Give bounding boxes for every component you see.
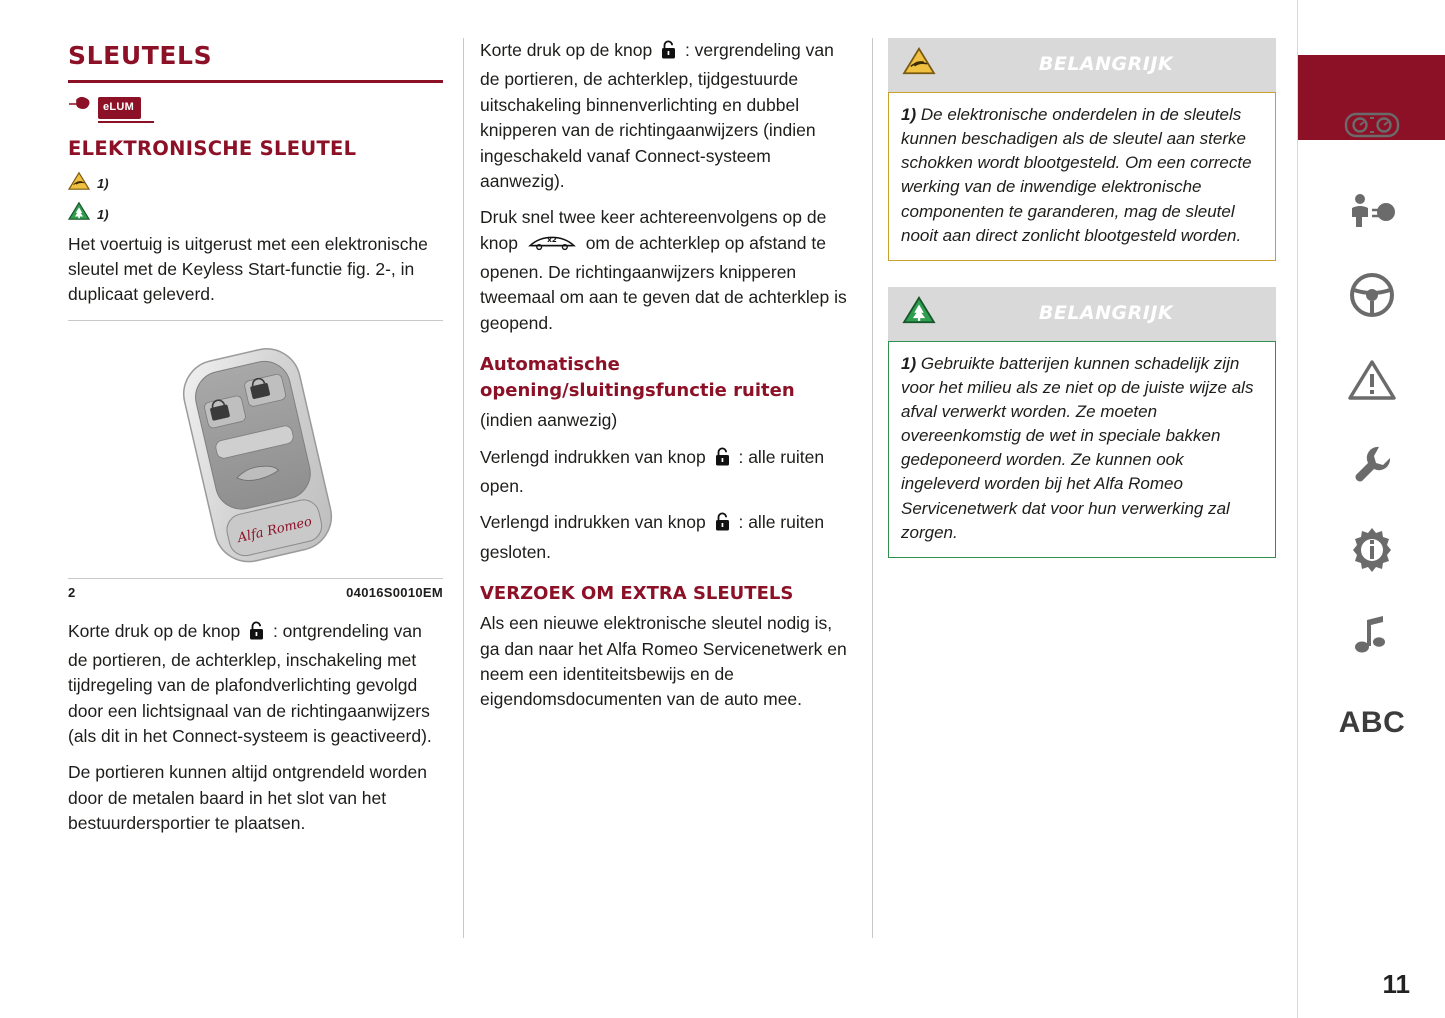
column-divider-2 [872,38,873,938]
page-title: SLEUTELS [68,41,213,70]
section-rail [1297,0,1445,1018]
figure-block [68,320,443,603]
dashboard-icon [1343,108,1401,147]
rail-item-car[interactable] [1298,0,1445,85]
column-three [888,38,1276,584]
important-box-2-text: Gebruikte batterijen kunnen schadelijk zijn voor het milieu als ze niet op de juiste wijze als afval verwerkt worden. Ze moeten overeenkomstig de wet in speciale bakken gedeponeerd worden. Ze kunnen ook ingeleverd worden bij het Alfa Romeo Servicenetwerk dat voor hun verwerking zal zorgen. [901,353,1254,542]
paragraph-metal-blade: De portieren kunnen altijd ontgrendeld worden door de metalen baard in het slot van het bestuurdersportier te plaatsen. [68,762,427,834]
windows-close-text-b: : alle ruiten gesloten. [480,512,825,562]
important-label: BELANGRIJK [1038,301,1174,324]
footnote-ref: 1) [97,176,109,192]
column-two [480,38,855,724]
airbag-safety-icon [1346,190,1398,235]
important-box-1 [888,38,1276,261]
short-press-unlock-text-b: : ontgrendeling van de portieren, de achterklep, inschakeling met tijdregeling van de plafondverlichting gevolgd door een lichtsignaal van de richtingaanwijzers (als dit in het Connect-systeem is geactiveerd). [68,620,432,747]
important-label: BELANGRIJK [1038,53,1174,76]
rail-icon-list [1298,0,1445,765]
warning-car-skid-icon [902,46,936,83]
rail-item-warning[interactable] [1298,340,1445,425]
important-box-2 [888,287,1276,558]
trunk-text-a: Druk snel twee keer achtereenvolgens op de knop [480,207,827,253]
paragraph-windows-close [480,510,855,565]
figure-code: 04016S0010EM [346,584,443,600]
rail-item-multimedia[interactable] [1298,595,1445,680]
paragraph-trunk-open [480,205,855,336]
windows-open-text-a: Verlengd indrukken van knop [480,446,706,467]
car-icon [1344,22,1400,63]
warning-car-skid-icon [68,171,90,198]
warning-environment-tree-icon [902,295,936,332]
warning-environment-tree-icon [68,201,90,228]
lock-button-icon [714,512,731,539]
windows-close-text-a: Verlengd indrukken van knop [480,512,706,533]
rail-item-steering[interactable] [1298,255,1445,340]
rail-item-index[interactable] [1298,680,1445,765]
svg-text:Alfa Romeo: Alfa Romeo [235,514,313,547]
paragraph-windows-open [480,445,855,500]
short-press-lock-text-a: Korte druk op de knop [480,40,653,60]
title-rule [68,80,443,83]
unlock-button-icon [714,447,731,474]
section-title-electronic-key: ELEKTRONISCHE SLEUTEL [68,136,357,160]
steering-wheel-icon [1347,270,1397,325]
footnote-ref: 1) [901,105,917,124]
key-fob-image [68,331,443,576]
rail-item-dashboard[interactable] [1298,85,1445,170]
figure-number: 2 [68,584,76,600]
rail-item-service[interactable] [1298,425,1445,510]
footnote-ref: 1) [97,206,109,222]
trunk-text-b: om de achterklep op afstand te openen. De richtingaanwijzers knipperen tweemaal om aan te geven dat de achterklep is geopend. [480,232,847,333]
windows-availability-note: (indien aanwezig) [480,410,618,431]
unlock-button-icon [248,621,265,648]
pointing-hand-icon [68,95,90,120]
lock-button-icon [660,40,677,67]
wrench-icon [1348,441,1396,494]
short-press-lock-text-b: : vergrendeling van de portieren, de achterklep, tijdgestuurde uitschakeling binnenverlichting en dubbel knipperen van de richtingaanwijzers (indien ingeschakeld vanaf Connect-systeem aanwezig). [480,40,834,191]
figure-caption [68,578,443,603]
rail-item-safety[interactable] [1298,170,1445,255]
music-note-icon [1353,612,1391,663]
gear-info-icon [1347,525,1397,580]
important-box-1-header [888,38,1276,92]
svg-text:x2: x2 [546,234,557,244]
column-divider-1 [463,38,464,938]
important-box-1-body [888,92,1276,261]
paragraph-short-press-lock [480,38,855,194]
short-press-unlock-text-a: Korte druk op de knop [68,620,241,641]
heading-extra-keys: VERZOEK OM EXTRA SLEUTELS [480,583,794,605]
footnote-ref: 1) [901,353,917,373]
warning-ref-row-1 [68,171,443,198]
important-box-2-body [888,341,1276,558]
warning-ref-row-2 [68,201,443,228]
rail-item-info[interactable] [1298,510,1445,595]
page-number: 11 [1382,969,1410,999]
warning-triangle-icon [1347,358,1397,407]
paragraph-short-press-unlock [68,619,443,750]
elum-badge: eLUM [98,97,141,119]
elum-row [68,95,443,120]
paragraph-extra-keys: Als een nieuwe elektronische sleutel nodig is, ga dan naar het Alfa Romeo Servicenetwerk en neem een identiteitsbewijs en de eigendomsdocumenten van de auto mee. [480,613,847,710]
windows-open-text-b: : alle ruiten open. [480,446,825,497]
column-one [68,38,443,848]
abc-index-icon: ABC [1338,705,1406,739]
important-box-1-text: De elektronische onderdelen in de sleutels kunnen beschadigen als de sleutel aan sterke schokken wordt blootgesteld. Om een correcte werking van de inwendige elektronische componenten te garanderen, mag de sleutel nooit aan direct zonlicht blootgesteld worden. [901,105,1252,245]
heading-auto-window: Automatische opening/sluitingsfunctie ruiten [480,354,795,402]
important-box-2-header [888,287,1276,341]
intro-paragraph: Het voertuig is uitgerust met een elektronische sleutel met de Keyless Start-functie fig. 2-, in duplicaat geleverd. [68,233,428,305]
trunk-x2-button-icon [526,231,578,260]
